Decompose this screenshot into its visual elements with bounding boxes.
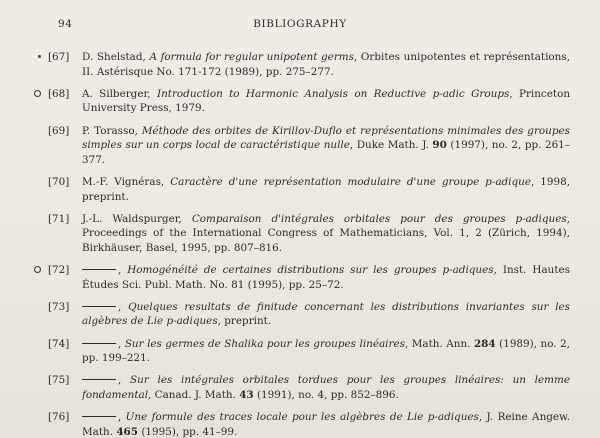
entry-text bbox=[82, 300, 570, 329]
entry-text bbox=[82, 337, 570, 366]
entry-number: [76] bbox=[48, 411, 70, 424]
entry-segment: , Inst. Hautes Études Sci. Publ. Math. No. 81 (1995), pp. 25–72. bbox=[82, 264, 570, 291]
entry-text bbox=[82, 373, 570, 402]
repeat-author-dash bbox=[82, 343, 116, 344]
entry-title: Sur les intégrales orbitales tordues pour les groupes linéaires: un lemme fondamental bbox=[82, 374, 570, 402]
entry-number: [73] bbox=[48, 300, 70, 313]
entry-segment: (1991), no. 4, pp. 852–896. bbox=[253, 389, 399, 402]
bibliography-entry bbox=[48, 175, 570, 204]
entry-title: Comparaison d'intégrales orbitales pour des groupes p-adiques bbox=[191, 212, 567, 225]
entry-number: [67] bbox=[48, 51, 70, 63]
volume-number: 43 bbox=[239, 389, 254, 402]
entry-segment: P. Torasso, bbox=[82, 124, 142, 137]
entry-segment: M.-F. Vignéras, bbox=[82, 175, 171, 188]
entry-segment: , Orbites unipotentes et représentations, II. Astérisque No. 171-172 (1989), pp. 275–277. bbox=[82, 51, 570, 78]
entry-number: [74] bbox=[48, 337, 70, 350]
entry-number: [68] bbox=[48, 87, 70, 100]
bibliography-entry bbox=[48, 212, 570, 256]
repeat-author-dash bbox=[82, 269, 116, 270]
entry-text bbox=[82, 410, 570, 438]
entry-segment: , bbox=[118, 337, 125, 350]
entry-segment: , 1998, preprint. bbox=[82, 175, 570, 203]
repeat-author-dash bbox=[82, 379, 116, 380]
entry-title: Sur les germes de Shalika pour les groupes linéaires bbox=[124, 337, 405, 350]
entry-text bbox=[82, 87, 570, 116]
entry-title: Caractère d'une représentation modulaire d'une groupe p-adique bbox=[170, 175, 531, 188]
entry-segment: (1997), no. 2, pp. 261–377. bbox=[82, 139, 570, 166]
entry-number: [72] bbox=[48, 264, 70, 277]
entry-segment: , Duke Math. J. bbox=[349, 139, 433, 152]
bibliography-entry bbox=[48, 50, 570, 79]
entry-segment: , bbox=[118, 374, 131, 387]
entry-segment: , Proceedings of the International Congress of Mathematicians, Vol. 1, 2 (Zürich, 1994), Birkhäuser, Basel, 1995, pp. 807–816. bbox=[82, 212, 570, 254]
entry-segment: D. Shelstad, bbox=[82, 51, 150, 63]
entry-segment: (1989), no. 2, pp. 199–221. bbox=[82, 337, 570, 365]
entry-segment: , bbox=[118, 411, 126, 424]
entry-segment: , preprint. bbox=[217, 315, 272, 328]
entry-number: [71] bbox=[48, 212, 70, 225]
entry-text bbox=[82, 175, 570, 204]
entry-segment: , Princeton University Press, 1979. bbox=[82, 87, 571, 115]
bibliography-entry bbox=[48, 337, 570, 366]
margin-circle-mark bbox=[34, 266, 41, 273]
bibliography-entry bbox=[48, 410, 570, 438]
bibliography-entry bbox=[48, 124, 570, 168]
margin-circle-mark bbox=[34, 90, 41, 97]
entry-segment: (1995), pp. 41–99. bbox=[138, 425, 238, 438]
bibliography-entry bbox=[48, 373, 570, 402]
entry-title: A formula for regular unipotent germs bbox=[149, 51, 354, 63]
entry-number: [70] bbox=[48, 175, 70, 188]
entry-segment: , bbox=[118, 264, 128, 277]
volume-number: 465 bbox=[116, 425, 139, 438]
entry-segment: , bbox=[118, 300, 129, 313]
entry-text bbox=[82, 263, 570, 292]
repeat-author-dash bbox=[82, 306, 116, 307]
page-header bbox=[0, 18, 600, 36]
entry-text bbox=[82, 50, 570, 79]
entry-number: [69] bbox=[48, 124, 70, 137]
bibliography-entry bbox=[48, 263, 570, 292]
entry-title: Méthode des orbites de Kirillov-Duflo et représentations minimales des groupes simples sur un corps local de caractéristique nulle bbox=[82, 124, 570, 152]
entry-segment: , Canad. J. Math. bbox=[148, 389, 240, 402]
entry-title: Homogénéité de certaines distributions sur les groupes p-adiques bbox=[127, 264, 494, 277]
bibliography-list bbox=[48, 50, 570, 438]
entry-segment: A. Silberger, bbox=[82, 87, 157, 100]
margin-dot-mark bbox=[38, 55, 41, 58]
entry-number: [75] bbox=[48, 374, 70, 387]
volume-number: 284 bbox=[473, 337, 496, 350]
bibliography-entry bbox=[48, 300, 570, 329]
running-head: BIBLIOGRAPHY bbox=[253, 18, 347, 30]
repeat-author-dash bbox=[82, 416, 116, 417]
bibliography-entry bbox=[48, 87, 570, 116]
entry-text bbox=[82, 212, 570, 256]
entry-title: Une formule des traces locale pour les algèbres de Lie p-adiques bbox=[125, 411, 479, 424]
entry-segment: J.-L. Waldspurger, bbox=[82, 212, 192, 225]
volume-number: 90 bbox=[432, 139, 447, 152]
entry-text bbox=[82, 124, 570, 168]
entry-title: Introduction to Harmonic Analysis on Reductive p-adic Groups bbox=[156, 87, 510, 100]
entry-segment: , J. Reine Angew. Math. bbox=[82, 411, 571, 438]
entry-segment: , Math. Ann. bbox=[404, 337, 474, 350]
page-number: 94 bbox=[58, 18, 73, 30]
entry-title: Quelques resultats de finitude concernant les distributions invariantes sur les algèbres de Lie p-adiques bbox=[82, 300, 570, 328]
